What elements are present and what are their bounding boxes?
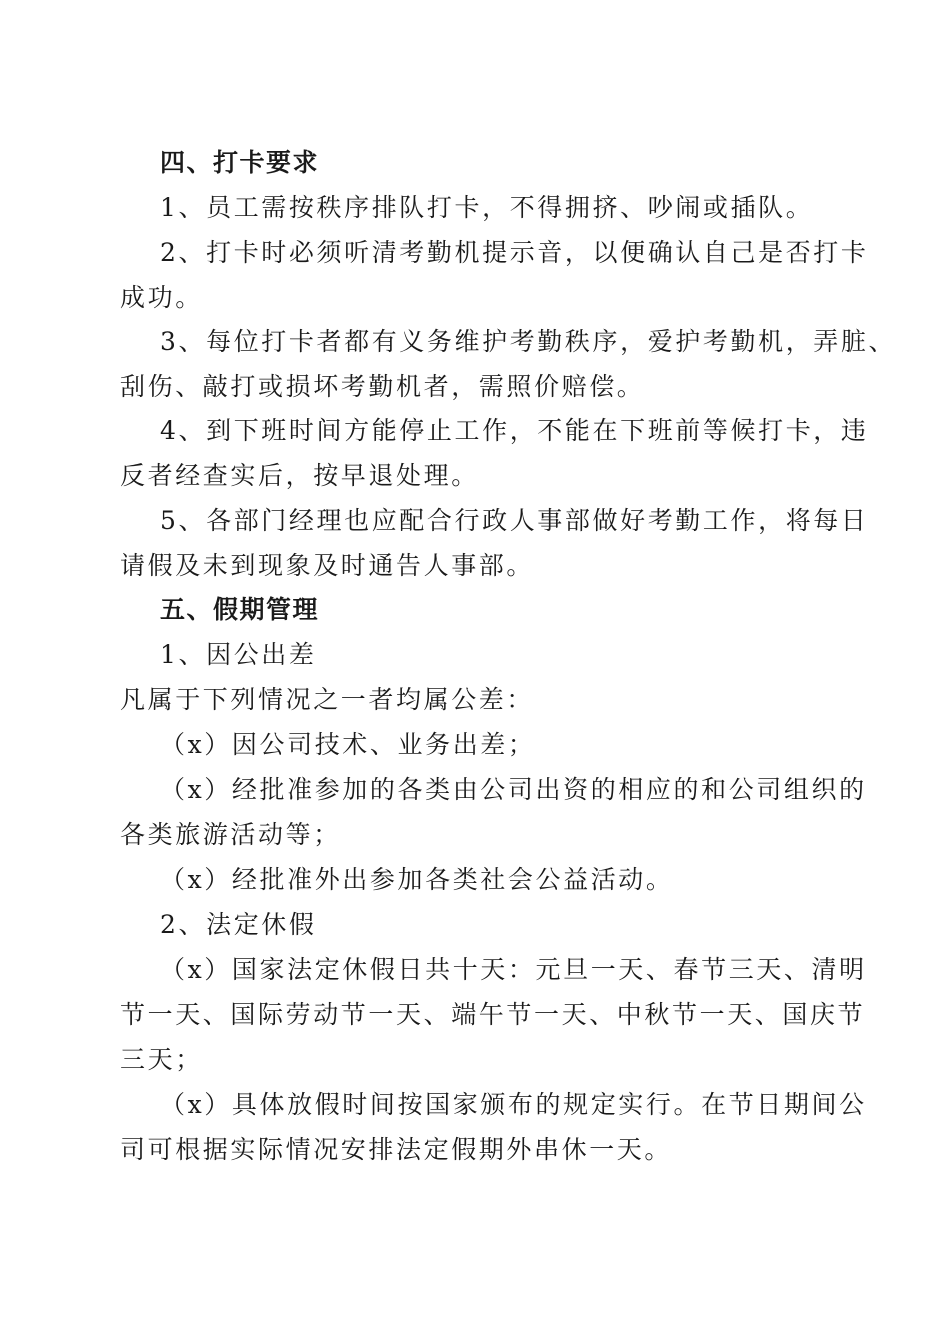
section-5-heading: 五、假期管理 [160, 595, 320, 624]
holiday-item-1-line-3: 三天； [120, 1045, 203, 1074]
subsection-1-title: 1、因公出差 [160, 640, 317, 669]
subsection-1-intro: 凡属于下列情况之一者均属公差： [120, 685, 535, 714]
rule-3-line-1: 3、每位打卡者都有义务维护考勤秩序，爱护考勤机，弄脏、 [160, 327, 897, 356]
business-trip-item-3: （x）经批准外出参加各类社会公益活动。 [160, 865, 674, 894]
holiday-item-2-line-2: 司可根据实际情况安排法定假期外串休一天。 [120, 1135, 673, 1164]
holiday-item-1-line-2: 节一天、国际劳动节一天、端午节一天、中秋节一天、国庆节 [120, 1000, 866, 1029]
business-trip-item-1: （x）因公司技术、业务出差； [160, 730, 536, 759]
business-trip-item-2-line-2: 各类旅游活动等； [120, 820, 341, 849]
holiday-item-2-line-1: （x）具体放假时间按国家颁布的规定实行。在节日期间公 [160, 1090, 867, 1119]
rule-5-line-2: 请假及未到现象及时通告人事部。 [120, 551, 535, 580]
rule-5-line-1: 5、各部门经理也应配合行政人事部做好考勤工作，将每日 [160, 506, 869, 535]
subsection-2-title: 2、法定休假 [160, 910, 317, 939]
rule-4-line-2: 反者经查实后，按早退处理。 [120, 461, 479, 490]
rule-2-line-1: 2、打卡时必须听清考勤机提示音，以便确认自己是否打卡 [160, 238, 869, 267]
rule-2-line-2: 成功。 [120, 283, 203, 312]
business-trip-item-2-line-1: （x）经批准参加的各类由公司出资的相应的和公司组织的 [160, 775, 867, 804]
rule-4-line-1: 4、到下班时间方能停止工作，不能在下班前等候打卡，违 [160, 416, 869, 445]
rule-3-line-2: 刮伤、敲打或损坏考勤机者，需照价赔偿。 [120, 372, 645, 401]
rule-1: 1、员工需按秩序排队打卡，不得拥挤、吵闹或插队。 [160, 193, 814, 222]
holiday-item-1-line-1: （x）国家法定休假日共十天：元旦一天、春节三天、清明 [160, 955, 867, 984]
section-4-heading: 四、打卡要求 [160, 148, 320, 177]
